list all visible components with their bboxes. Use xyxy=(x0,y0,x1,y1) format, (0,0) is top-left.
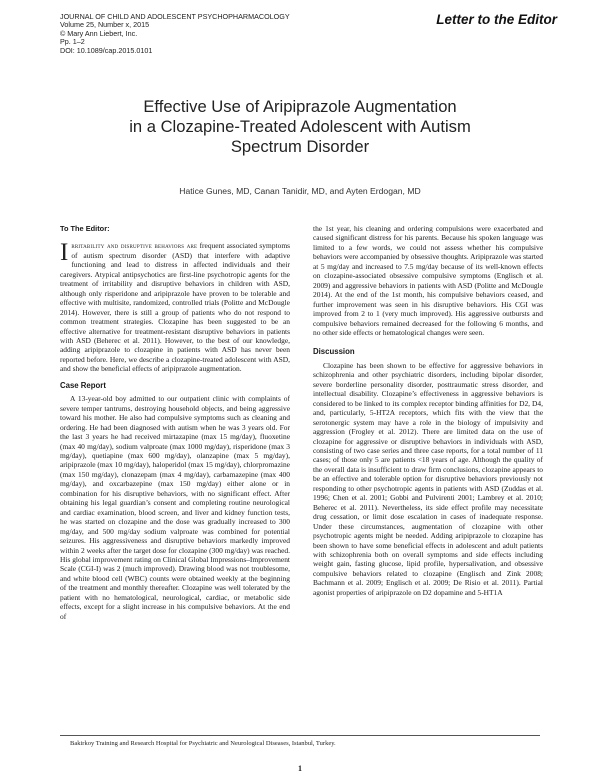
intro-text: frequent associated symptoms of autism spectrum disorder (ASD) that interfere with adaptive functioning and lead to distress in affected individuals and their caregivers. Atypical antipsychotics are first-line psychotropic agents for the treatment of irritability and disruptive behaviors in children with ASD, although only risperidone and aripiprazole have proven to be tolerable and effective with multisite, randomized, controlled trials (Politte and McDougle 2014). However, there is still a group of patients who do not respond to common treatment strategies. Clozapine has been suggested to be an effective alternative for treatment-resistant disruptive behaviors in patients with ASD (Beherec et al. 2011). However, to the best of our knowledge, adding aripiprazole to clozapine in patients with ASD has never been reported before. Here, we describe a clozapine-treated adolescent with ASD, and show the beneficial effects of aripiprazole augmentation. xyxy=(60,241,290,374)
case-report-paragraph: A 13-year-old boy admitted to our outpatient clinic with complaints of severe temper tantrums, destroying household objects, and being aggressive toward his mother. He also had compulsive symptoms such as cleaning and ordering. He had been diagnosed with autism when he was 3 years old. For the last 3 years he had received mirtazapine (max 15 mg/day), fluoxetine (max 40 mg/day), sodium valproate (max 1000 mg/day), risperidone (max 3 mg/day), quetiapine (max 600 mg/day), olanzapine (max 5 mg/day), aripiprazole (max 10 mg/day), haloperidol (max 15 mg/day), chlorpromazine (max 150 mg/day), clonazepam (max 4 mg/day), carbamazepine (max 400 mg/day), and oxcarbazepine (max 150 mg/day) either alone or in combination for his disruptive behaviors, with no significant effect. After obtaining his legal guardian’s consent and completing routine neurological and cardiac examination, blood screen, and liver and kidney function tests, he was started on clozapine and the dose was gradually increased to 300 mg/day, and 500 mg/day sodium valproate was combined for potential seizures. His aggressiveness and disruptive behaviors markedly improved within 2 weeks after the target dose for clozapine (300 mg/day) was reached. His global improvement rating on Clinical Global Impressions–Improvement Scale (CGI-I) was 2 (much improved). Drawing blood was not troublesome, and white blood cell (WBC) counts were obtained weekly at the beginning of the treatment and monthly thereafter. Clozapine was well tolerated by the patient with no hematological, neurological, cardiac, or metabolic side effects, except for a slight increase in his compulsive behaviors. At the end of xyxy=(60,394,290,621)
salutation: To The Editor: xyxy=(60,224,110,233)
left-column xyxy=(60,224,290,621)
discussion-heading: Discussion xyxy=(313,347,355,357)
title-line-3: Spectrum Disorder xyxy=(230,137,370,156)
drop-cap: I xyxy=(60,239,69,267)
section-label: Letter to the Editor xyxy=(436,12,557,27)
footnote-rule xyxy=(60,735,540,736)
journal-pages: Pp. 1–2 xyxy=(60,37,85,47)
right-column xyxy=(313,224,543,597)
case-report-continued: the 1st year, his cleaning and ordering compulsions were exacerbated and caused significant distress for his parents. Because his spoken language was limited to a few words, we could not assess whether his compulsive behaviors were accompanied by obsessive thoughts. Aripiprazole was started at 5 mg/day and increased to 7.5 mg/day because of its well-known effects on clozapine-associated obsessive compulsive symptoms (Englisch et al. 2009) and aggressive behaviors in patients with ASD (Politte and McDougle 2014). At the end of the 1st month, his compulsive behaviors ceased, and further improvement was seen in his disruptive behaviors. His CGI was improved from 2 to 1 (very much improved). His aggressive outbursts and compulsive behaviors remained decreased for the following 6 months, and no other side effects or hematological changes were seen. xyxy=(313,224,543,337)
article-title xyxy=(60,97,540,157)
affiliation-footnote: Bakirkoy Training and Research Hospital for Psychiatric and Neurological Diseases, Istanbul, Turkey. xyxy=(70,740,336,747)
journal-copyright: © Mary Ann Liebert, Inc. xyxy=(60,28,138,38)
journal-name: JOURNAL OF CHILD AND ADOLESCENT PSYCHOPHARMACOLOGY xyxy=(60,12,290,21)
discussion-paragraph: Clozapine has been shown to be effective for aggressive behaviors in schizophrenia and other psychiatric disorders, including bipolar disorder, severe borderline personality disorder, posttraumatic stress disorder, and intellectual disability. Clozapine’s effectiveness in aggressive behaviors is considered to be linked to its complex receptor binding affinities for D2, D4, and, particularly, 5-HT2A receptors, which fits with the view that the serotonergic system may have a role in the biology of impulsivity and aggression (Frogley et al. 2012). There are limited data on the use of clozapine for aggressive or disruptive behaviors in individuals with ASD, consisting of two case series and three case reports, for a total number of 11 cases; of those only 5 are patients <18 years of age. Although the quality of the overall data is insufficient to draw firm conclusions, clozapine appears to be an effective and tolerable option for disruptive behaviors previously not responding to other psychotropic agents in patients with ASD (Zuddas et al. 1996; Chen et al. 2001; Gobbi and Pulvirenti 2001; Lambrey et al. 2010; Beherec et al. 2011). Nevertheless, its side effect profile may necessitate drug cessation, or limit dose escalation in cases of inadequate response. Under these circumstances, augmentation of clozapine with other psychotropic agents might be needed. Adding aripiprazole to clozapine has been shown to have some beneficial effects in adolescent and adult patients with schizophrenia both on overall symptoms and side effects including weight gain, fasting glucose, lipid profile, hypersalivation, and obsessive compulsive behaviors related to clozapine (Englisch and Zink 2008; Bachmann et al. 2009; Englisch et al. 2009; De Risio et al. 2011). Partial agonist properties of aripiprazole on D2 dopamine and 5-HT1A xyxy=(313,360,543,597)
journal-doi: DOI: 10.1089/cap.2015.0101 xyxy=(60,45,153,55)
intro-paragraph xyxy=(60,241,290,373)
journal-header xyxy=(60,13,360,55)
page-number: 1 xyxy=(298,764,302,773)
title-line-1: Effective Use of Aripiprazole Augmentation xyxy=(143,97,457,116)
title-line-2: in a Clozapine-Treated Adolescent with Autism xyxy=(129,117,471,136)
journal-volume: Volume 25, Number x, 2015 xyxy=(60,20,150,30)
intro-smallcaps: rritability and disruptive behaviors are xyxy=(71,241,198,251)
author-list: Hatice Gunes, MD, Canan Tanidir, MD, and Ayten Erdogan, MD xyxy=(179,186,421,196)
case-report-heading: Case Report xyxy=(60,380,106,390)
